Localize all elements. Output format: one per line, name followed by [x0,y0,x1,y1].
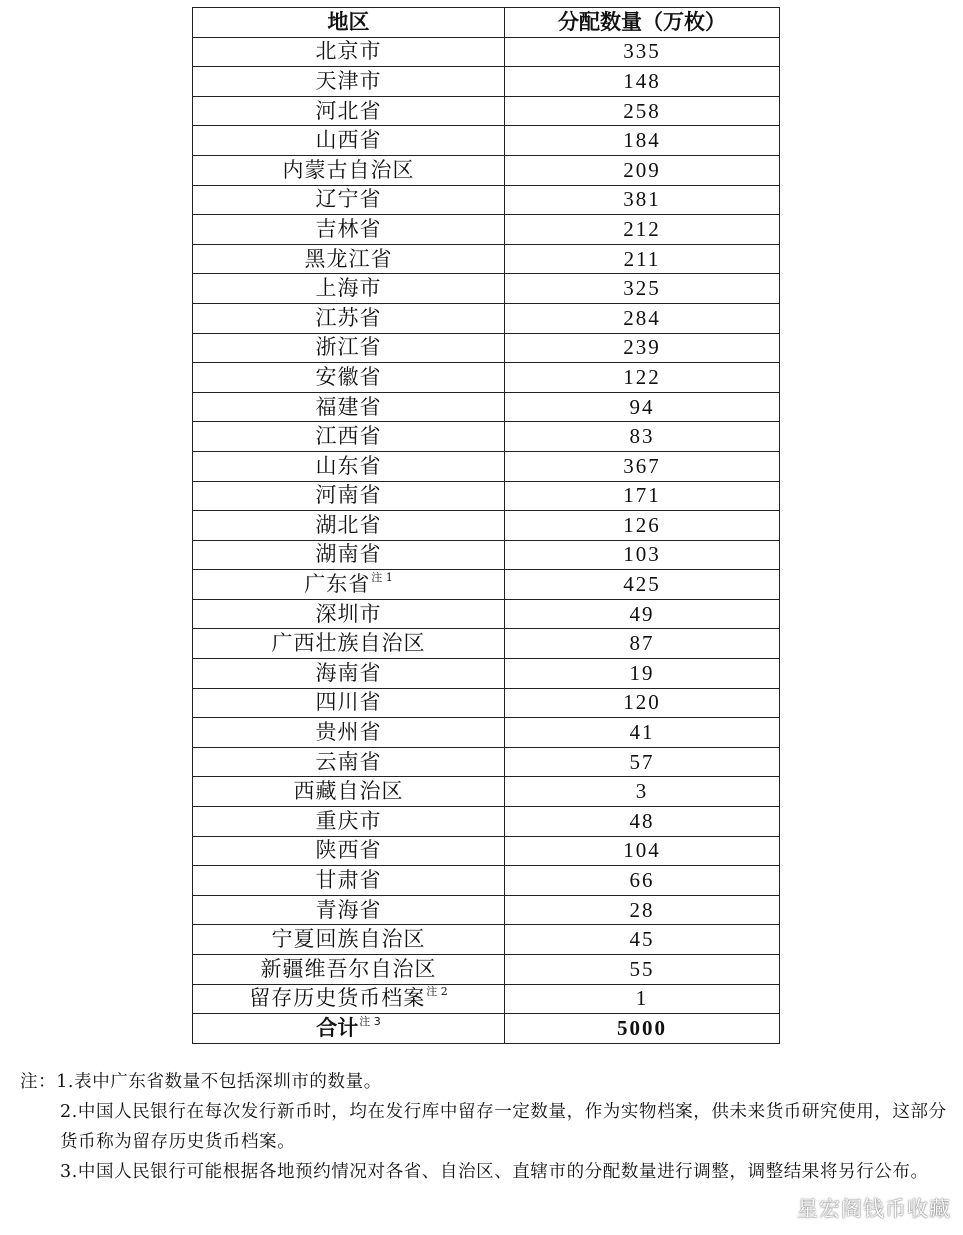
total-label: 合计 [316,1015,359,1040]
region-name: 北京市 [315,39,382,64]
header-region: 地区 [193,8,505,38]
region-cell [193,836,505,866]
total-note-ref: 注 3 [359,1014,381,1028]
region-name: 江西省 [315,424,382,449]
table-row [193,511,780,541]
region-cell [193,925,505,955]
table-row [193,244,780,274]
region-name: 山东省 [315,453,382,478]
table-row [193,718,780,748]
region-cell [193,422,505,452]
region-name: 江苏省 [315,305,382,330]
quantity-cell: 48 [505,807,780,837]
table-row [193,185,780,215]
quantity-cell: 325 [505,274,780,304]
quantity-cell: 335 [505,37,780,67]
region-cell [193,747,505,777]
table-row [193,96,780,126]
region-name: 湖北省 [315,512,382,537]
table-header-row [193,8,780,38]
table-row [193,659,780,689]
total-label-cell [193,1014,505,1044]
quantity-cell: 49 [505,599,780,629]
allocation-table [192,7,780,1044]
quantity-cell: 258 [505,96,780,126]
region-cell [193,955,505,985]
quantity-cell: 381 [505,185,780,215]
region-cell [193,718,505,748]
table-row [193,925,780,955]
quantity-cell: 87 [505,629,780,659]
region-cell [193,333,505,363]
region-cell [193,185,505,215]
region-cell [193,363,505,393]
region-cell [193,215,505,245]
region-name: 重庆市 [315,808,382,833]
table-row [193,422,780,452]
region-name: 黑龙江省 [304,246,393,271]
quantity-cell: 103 [505,540,780,570]
table-body [193,37,780,1014]
table-row [193,599,780,629]
region-name: 四川省 [315,690,382,715]
table-row [193,67,780,97]
total-quantity: 5000 [505,1014,780,1044]
table-row [193,303,780,333]
note-2: 2.中国人民银行在每次发行新币时，均在发行库中留存一定数量，作为实物档案，供未来货币研究使用，这部分货币称为留存历史货币档案。 [60,1102,947,1152]
region-cell [193,599,505,629]
region-name: 留存历史货币档案 [249,986,426,1011]
quantity-cell: 284 [505,303,780,333]
watermark: 星宏阁钱币收藏 [797,1197,951,1221]
region-name: 山西省 [315,128,382,153]
total-row [193,1014,780,1044]
region-name: 新疆维吾尔自治区 [260,956,437,981]
region-name: 西藏自治区 [293,779,404,804]
region-name: 湖南省 [315,542,382,567]
region-cell [193,392,505,422]
table-row [193,747,780,777]
table-row [193,895,780,925]
quantity-cell: 239 [505,333,780,363]
table-row [193,836,780,866]
table-row [193,629,780,659]
region-name: 云南省 [315,749,382,774]
region-cell [193,540,505,570]
quantity-cell: 104 [505,836,780,866]
region-cell [193,303,505,333]
quantity-cell: 184 [505,126,780,156]
table-row [193,392,780,422]
region-cell [193,629,505,659]
quantity-cell: 212 [505,215,780,245]
quantity-cell: 94 [505,392,780,422]
table-row [193,333,780,363]
table-row [193,481,780,511]
notes-section [20,1067,950,1187]
table-row [193,215,780,245]
header-quantity: 分配数量（万枚） [505,8,780,38]
quantity-cell: 19 [505,659,780,689]
table-row [193,688,780,718]
region-cell [193,807,505,837]
note-1: 注：1.表中广东省数量不包括深圳市的数量。 [20,1072,382,1092]
region-name: 辽宁省 [315,187,382,212]
quantity-cell: 126 [505,511,780,541]
quantity-cell: 41 [505,718,780,748]
region-name: 海南省 [315,660,382,685]
region-cell [193,244,505,274]
region-name: 安徽省 [315,364,382,389]
region-cell [193,155,505,185]
region-cell [193,126,505,156]
quantity-cell: 45 [505,925,780,955]
region-name: 深圳市 [315,601,382,626]
region-name: 广西壮族自治区 [271,631,426,656]
region-name: 陕西省 [315,838,382,863]
table-row [193,866,780,896]
table-row [193,451,780,481]
table-row [193,807,780,837]
region-cell [193,984,505,1014]
region-cell [193,96,505,126]
table-row [193,155,780,185]
region-name: 河南省 [315,483,382,508]
table-row [193,37,780,67]
quantity-cell: 209 [505,155,780,185]
quantity-cell: 83 [505,422,780,452]
table-row [193,363,780,393]
region-cell [193,451,505,481]
region-name: 吉林省 [315,216,382,241]
table-row [193,955,780,985]
region-name: 甘肃省 [315,868,382,893]
region-name: 天津市 [315,68,382,93]
region-cell [193,481,505,511]
quantity-cell: 171 [505,481,780,511]
region-name: 广东省 [304,572,371,597]
table-row [193,570,780,600]
region-name: 贵州省 [315,720,382,745]
quantity-cell: 148 [505,67,780,97]
region-name: 河北省 [315,98,382,123]
region-cell [193,570,505,600]
note-ref: 注 1 [371,571,393,585]
quantity-cell: 120 [505,688,780,718]
table-row [193,126,780,156]
region-cell [193,67,505,97]
quantity-cell: 55 [505,955,780,985]
quantity-cell: 122 [505,363,780,393]
region-name: 浙江省 [315,335,382,360]
quantity-cell: 211 [505,244,780,274]
quantity-cell: 57 [505,747,780,777]
region-cell [193,895,505,925]
region-cell [193,777,505,807]
quantity-cell: 1 [505,984,780,1014]
region-name: 内蒙古自治区 [282,157,415,182]
note-3: 3.中国人民银行可能根据各地预约情况对各省、自治区、直辖市的分配数量进行调整，调整结果将另行公布。 [60,1162,929,1182]
region-cell [193,37,505,67]
region-cell [193,866,505,896]
quantity-cell: 367 [505,451,780,481]
region-name: 福建省 [315,394,382,419]
table-row [193,984,780,1014]
quantity-cell: 3 [505,777,780,807]
region-cell [193,688,505,718]
table-row [193,777,780,807]
region-name: 上海市 [315,276,382,301]
region-cell [193,659,505,689]
region-name: 青海省 [315,897,382,922]
region-name: 宁夏回族自治区 [271,927,426,952]
quantity-cell: 66 [505,866,780,896]
table-row [193,540,780,570]
note-ref: 注 2 [426,985,448,999]
quantity-cell: 28 [505,895,780,925]
table-row [193,274,780,304]
region-cell [193,511,505,541]
region-cell [193,274,505,304]
quantity-cell: 425 [505,570,780,600]
